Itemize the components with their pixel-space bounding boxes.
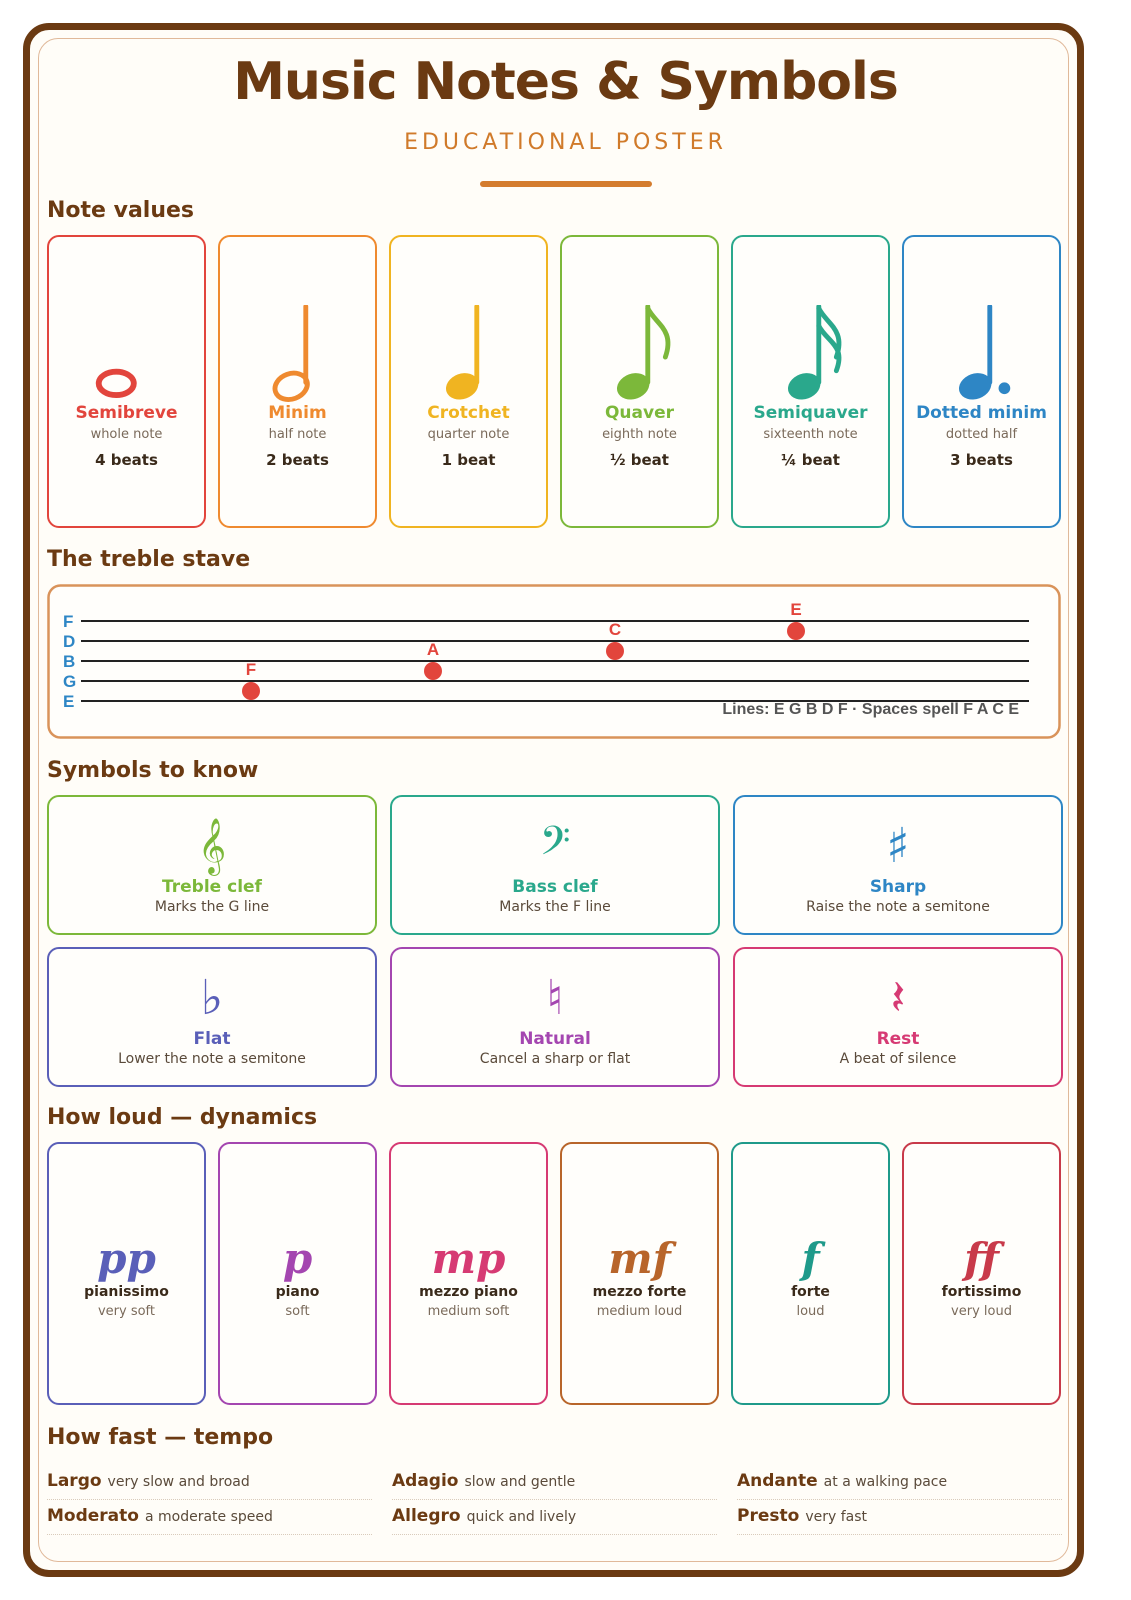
symbol-card [390, 947, 720, 1087]
dynamic-meaning: very loud [951, 1304, 1012, 1319]
note-value-card [47, 235, 206, 528]
stave-note [242, 682, 260, 700]
whole-note-icon [49, 305, 204, 415]
dynamic-card [731, 1142, 890, 1405]
stave-note-label: E [790, 600, 802, 619]
dynamic-name: pianissimo [84, 1284, 169, 1300]
dynamic-name: fortissimo [941, 1284, 1022, 1300]
natural-icon: ♮ [546, 970, 564, 1026]
tempo-term: Presto [737, 1506, 800, 1526]
stave-caption: Lines: E G B D F · Spaces spell F A C E [722, 701, 1019, 718]
symbol-name: Flat [193, 1029, 231, 1049]
tempo-term: Largo [47, 1471, 102, 1491]
symbol-name: Sharp [869, 877, 927, 897]
dynamic-mark: ff [964, 1234, 999, 1283]
quarter-note-icon [391, 305, 546, 415]
tempo-term: Adagio [392, 1471, 459, 1491]
tempo-description: a moderate speed [144, 1509, 273, 1525]
symbol-description: Marks the G line [154, 899, 270, 915]
dynamic-meaning: loud [796, 1304, 825, 1319]
tempo-description: quick and lively [466, 1509, 577, 1525]
symbol-card [390, 795, 720, 935]
note-value-beats: 2 beats [266, 451, 329, 469]
eighth-note-icon [562, 305, 717, 415]
note-value-subtitle: half note [268, 427, 327, 442]
dotted-half-note-icon [904, 305, 1059, 415]
note-value-subtitle: whole note [90, 427, 163, 442]
stave-note-label: A [426, 640, 440, 659]
symbol-name: Bass clef [512, 877, 598, 897]
note-value-subtitle: sixteenth note [763, 427, 858, 442]
tempo-item [47, 1471, 372, 1500]
note-value-name: Minim [268, 403, 327, 423]
note-value-beats: 4 beats [95, 451, 158, 469]
tempo-description: very fast [805, 1509, 867, 1525]
dynamic-mark: p [282, 1234, 313, 1283]
section-dynamics: How loud — dynamics [47, 1105, 318, 1130]
dynamic-card [389, 1142, 548, 1405]
stave-line-label: F [63, 612, 74, 631]
treble-clef-icon: 𝄞 [197, 818, 227, 874]
symbol-description: Lower the note a semitone [118, 1051, 306, 1067]
dynamic-card [560, 1142, 719, 1405]
section-symbols: Symbols to know [47, 758, 259, 783]
note-value-name: Semibreve [75, 403, 178, 423]
note-value-beats: 3 beats [950, 451, 1013, 469]
note-value-card [218, 235, 377, 528]
symbol-description: Marks the F line [499, 899, 611, 915]
stave-line-label: E [63, 692, 75, 711]
symbol-name: Rest [876, 1029, 920, 1049]
treble-stave-panel [47, 584, 1061, 739]
half-note-icon [220, 305, 375, 415]
note-flag [648, 308, 668, 357]
tempo-description: very slow and broad [107, 1474, 250, 1490]
note-value-beats: ¼ beat [781, 451, 840, 469]
treble-stave-graphic [47, 584, 1061, 739]
tempo-term: Allegro [392, 1506, 461, 1526]
tempo-description: slow and gentle [464, 1474, 576, 1490]
flat-icon: ♭ [200, 970, 224, 1026]
dynamic-meaning: medium soft [427, 1304, 510, 1319]
stave-note-label: C [608, 620, 622, 639]
note-value-name: Semiquaver [753, 403, 868, 423]
dynamic-meaning: medium loud [596, 1304, 683, 1319]
tempo-item [392, 1506, 717, 1535]
note-value-name: Dotted minim [916, 403, 1047, 423]
note-value-beats: 1 beat [441, 451, 496, 469]
note-value-card [560, 235, 719, 528]
note-value-card [902, 235, 1061, 528]
symbol-description: A beat of silence [839, 1051, 957, 1067]
note-value-beats: ½ beat [610, 451, 669, 469]
dynamic-card [47, 1142, 206, 1405]
poster-title: Music Notes & Symbols [233, 52, 898, 112]
dynamic-card [218, 1142, 377, 1405]
dynamic-card [902, 1142, 1061, 1405]
dynamic-meaning: soft [285, 1304, 310, 1319]
stave-note-label: F [245, 660, 257, 679]
symbol-card [733, 947, 1063, 1087]
symbol-card [47, 795, 377, 935]
tempo-description: at a walking pace [823, 1474, 948, 1490]
dynamic-name: mezzo forte [592, 1284, 687, 1300]
dynamic-name: piano [275, 1284, 320, 1300]
poster-subtitle: EDUCATIONAL POSTER [404, 130, 727, 155]
dynamic-name: forte [791, 1284, 830, 1300]
note-value-subtitle: quarter note [427, 427, 510, 442]
stave-line-label: D [63, 632, 76, 651]
note-value-name: Quaver [604, 403, 675, 423]
stave-line-label: G [63, 672, 77, 691]
note-value-card [731, 235, 890, 528]
bass-clef-icon: 𝄢 [539, 818, 571, 874]
symbol-name: Natural [519, 1029, 591, 1049]
sharp-icon: ♯ [886, 818, 910, 874]
dynamic-mark: pp [97, 1234, 156, 1283]
stave-note [424, 662, 442, 680]
rest-icon: 𝄽 [890, 970, 906, 1026]
stave-note [606, 642, 624, 660]
dynamic-name: mezzo piano [419, 1284, 518, 1300]
sixteenth-note-icon [733, 305, 888, 415]
note-value-subtitle: dotted half [945, 427, 1018, 442]
stave-line-label: B [63, 652, 76, 671]
tempo-term: Andante [737, 1471, 818, 1491]
symbol-description: Cancel a sharp or flat [479, 1051, 631, 1067]
tempo-term: Moderato [47, 1506, 139, 1526]
tempo-item [47, 1506, 372, 1535]
dynamic-mark: mp [431, 1234, 506, 1283]
dynamic-mark: mf [608, 1234, 671, 1283]
symbol-card [733, 795, 1063, 935]
section-treble-stave: The treble stave [47, 547, 251, 572]
title-divider [480, 181, 652, 187]
tempo-item [737, 1506, 1062, 1535]
note-value-card [389, 235, 548, 528]
section-tempo: How fast — tempo [47, 1425, 274, 1450]
note-head [99, 372, 134, 395]
symbol-description: Raise the note a semitone [806, 899, 990, 915]
tempo-item [392, 1471, 717, 1500]
symbol-name: Treble clef [162, 877, 262, 897]
dynamic-mark: f [801, 1234, 820, 1283]
note-value-subtitle: eighth note [602, 427, 677, 442]
note-value-name: Crotchet [427, 403, 510, 423]
stave-note [787, 622, 805, 640]
symbol-card [47, 947, 377, 1087]
tempo-item [737, 1471, 1062, 1500]
dynamic-meaning: very soft [97, 1304, 156, 1319]
section-note-values: Note values [47, 198, 195, 223]
note-dot [999, 382, 1011, 394]
